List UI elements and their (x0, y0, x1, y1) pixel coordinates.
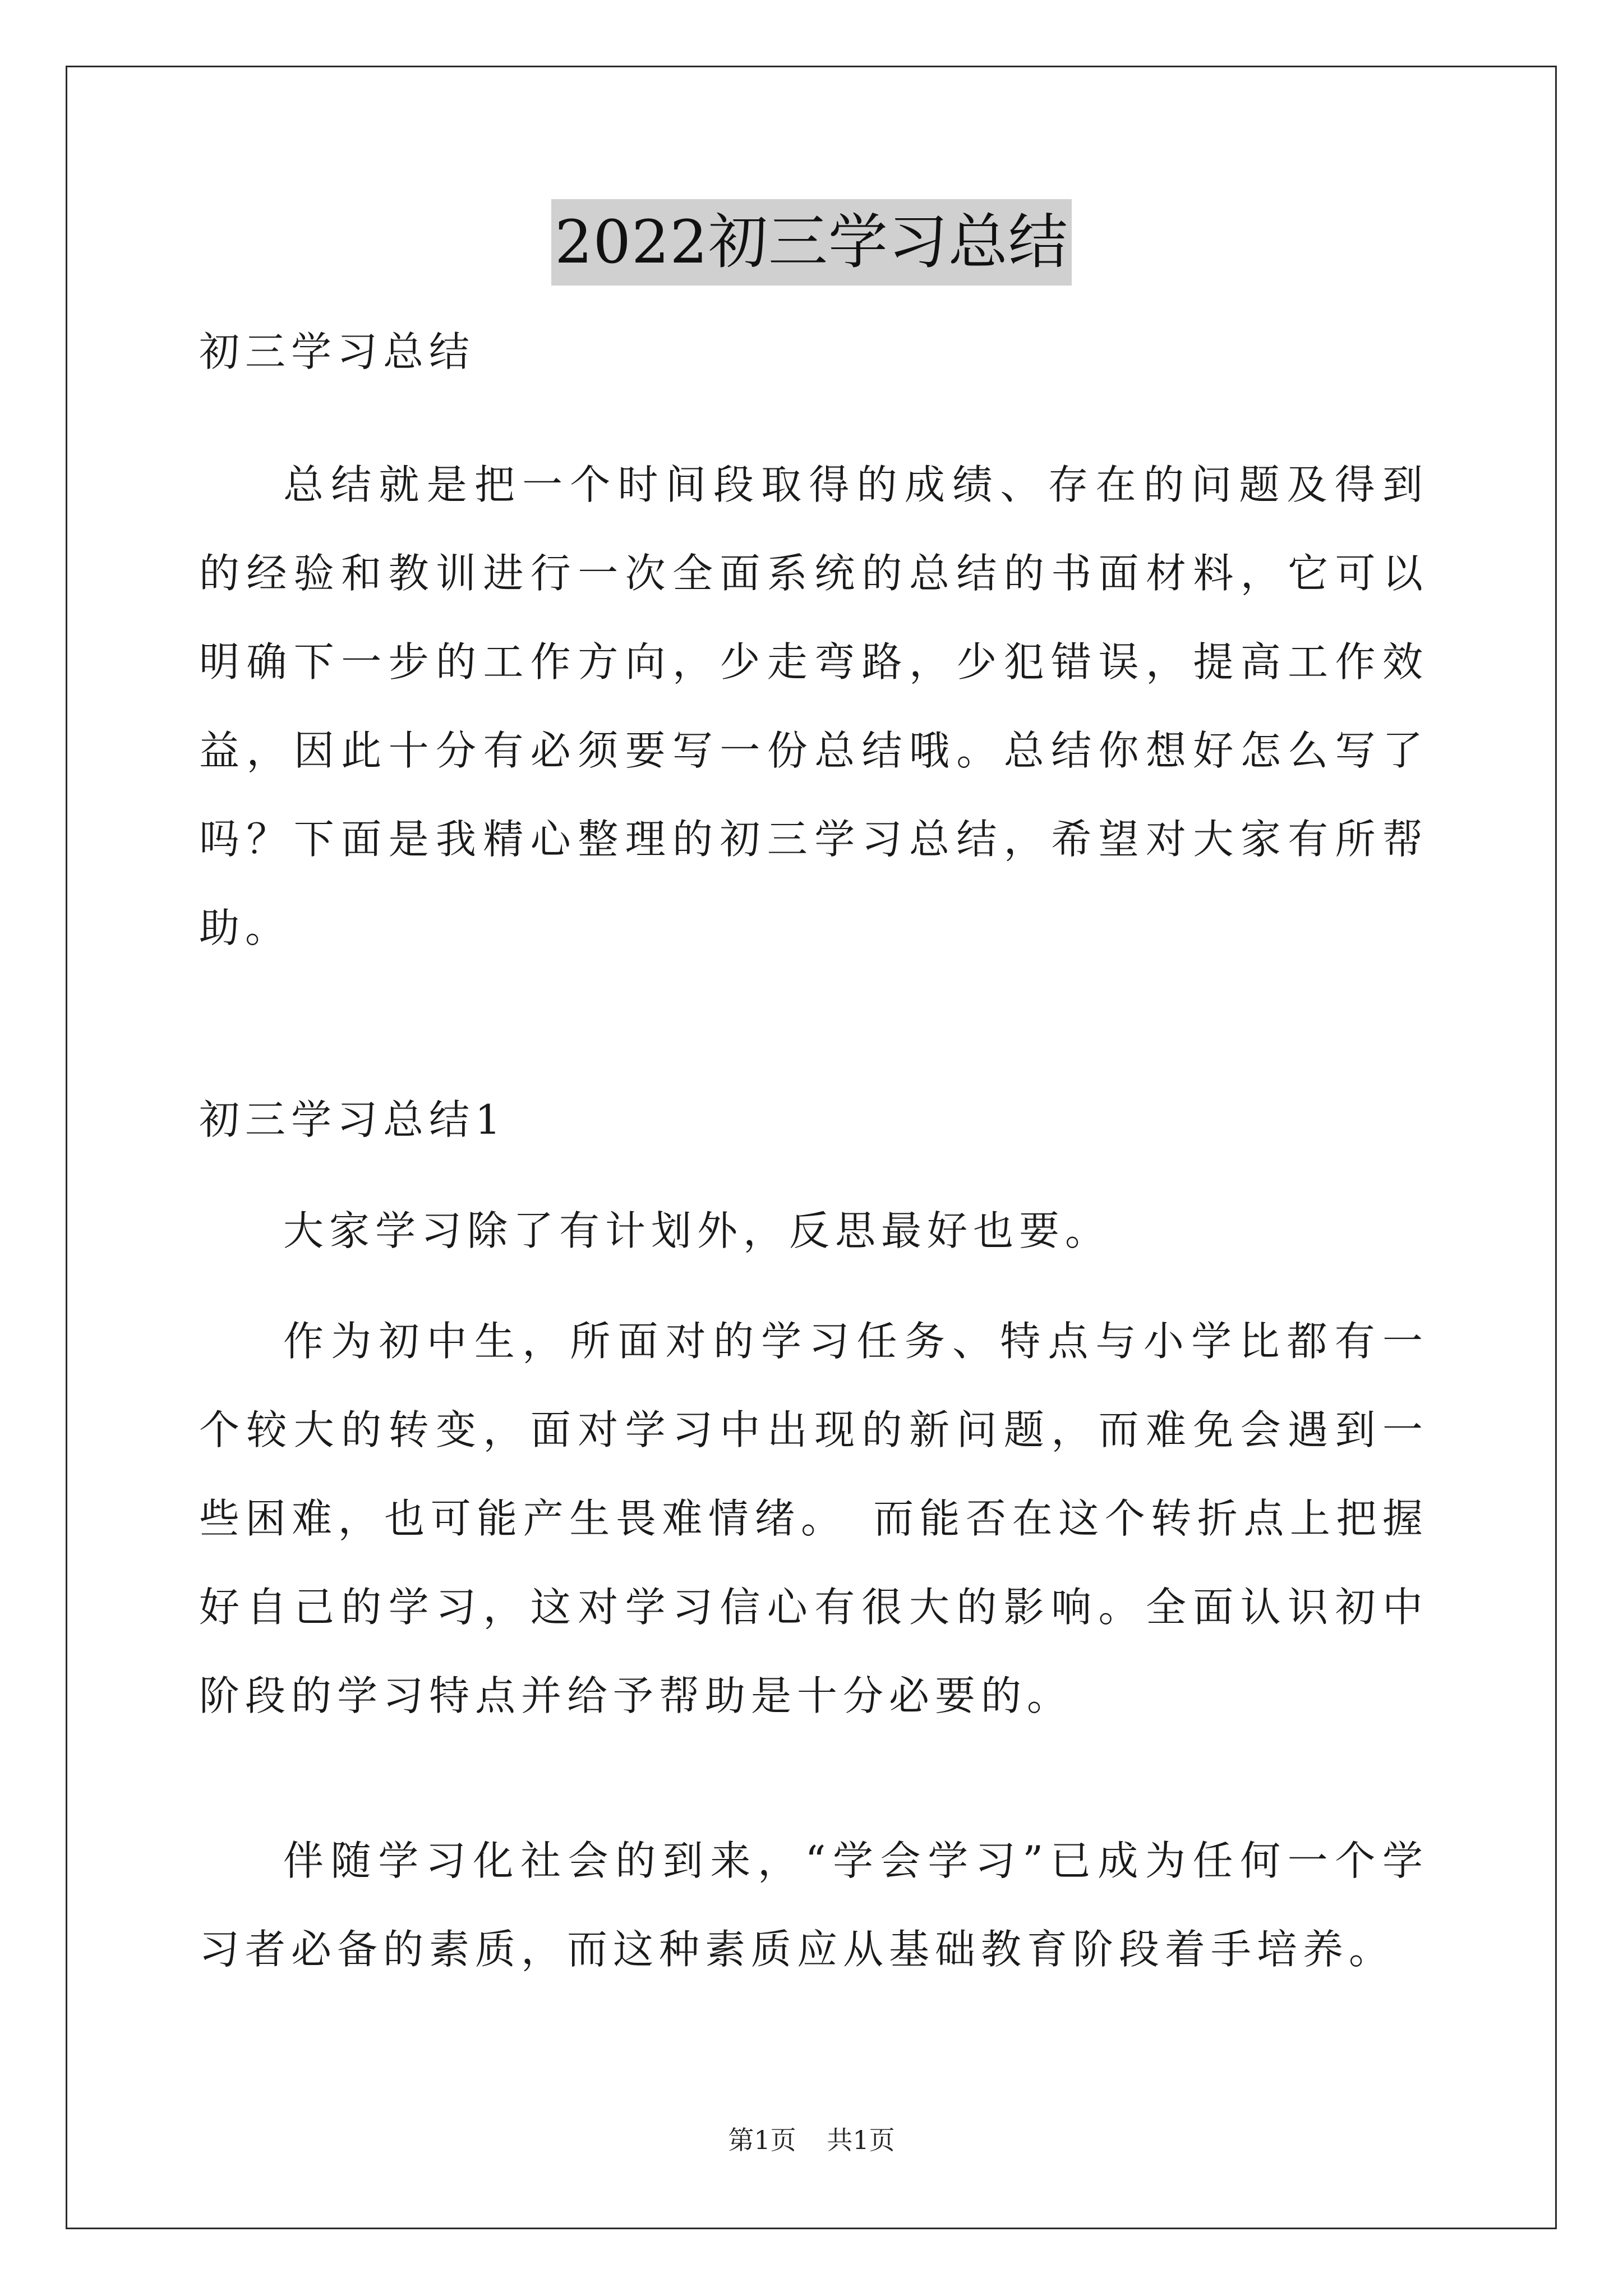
page-number-current: 第1页 (728, 2125, 796, 2155)
intro-paragraph: 总结就是把一个时间段取得的成绩、存在的问题及得到的经验和教训进行一次全面系统的总结的书面材料，它可以明确下一步的工作方向，少走弯路，少犯错误，提高工作效益，因此十分有必须要写一份总结哦。总结你想好怎么写了吗？下面是我精心整理的初三学习总结，希望对大家有所帮助。 (199, 461, 1428, 951)
title-container (0, 199, 1623, 286)
section-heading-1: 初三学习总结1 (199, 1096, 506, 1143)
document-title: 2022初三学习总结 (551, 199, 1072, 286)
body-paragraph-1: 大家学习除了有计划外，反思最好也要。 (283, 1207, 1112, 1254)
page-number-total: 共1页 (827, 2125, 895, 2155)
page-footer (0, 2123, 1623, 2157)
section-heading: 初三学习总结 (199, 328, 476, 375)
body-paragraph-2: 作为初中生，所面对的学习任务、特点与小学比都有一个较大的转变，面对学习中出现的新问题，而难免会遇到一些困难，也可能产生畏难情绪。 而能否在这个转折点上把握好自己的学习，这对学习信心有很大的影响。全面认识初中阶段的学习特点并给予帮助是十分必要的。 (199, 1318, 1428, 1719)
body-paragraph-3: 伴随学习化社会的到来，“学会学习”已成为任何一个学习者必备的素质，而这种素质应从基础教育阶段着手培养。 (199, 1837, 1428, 1973)
